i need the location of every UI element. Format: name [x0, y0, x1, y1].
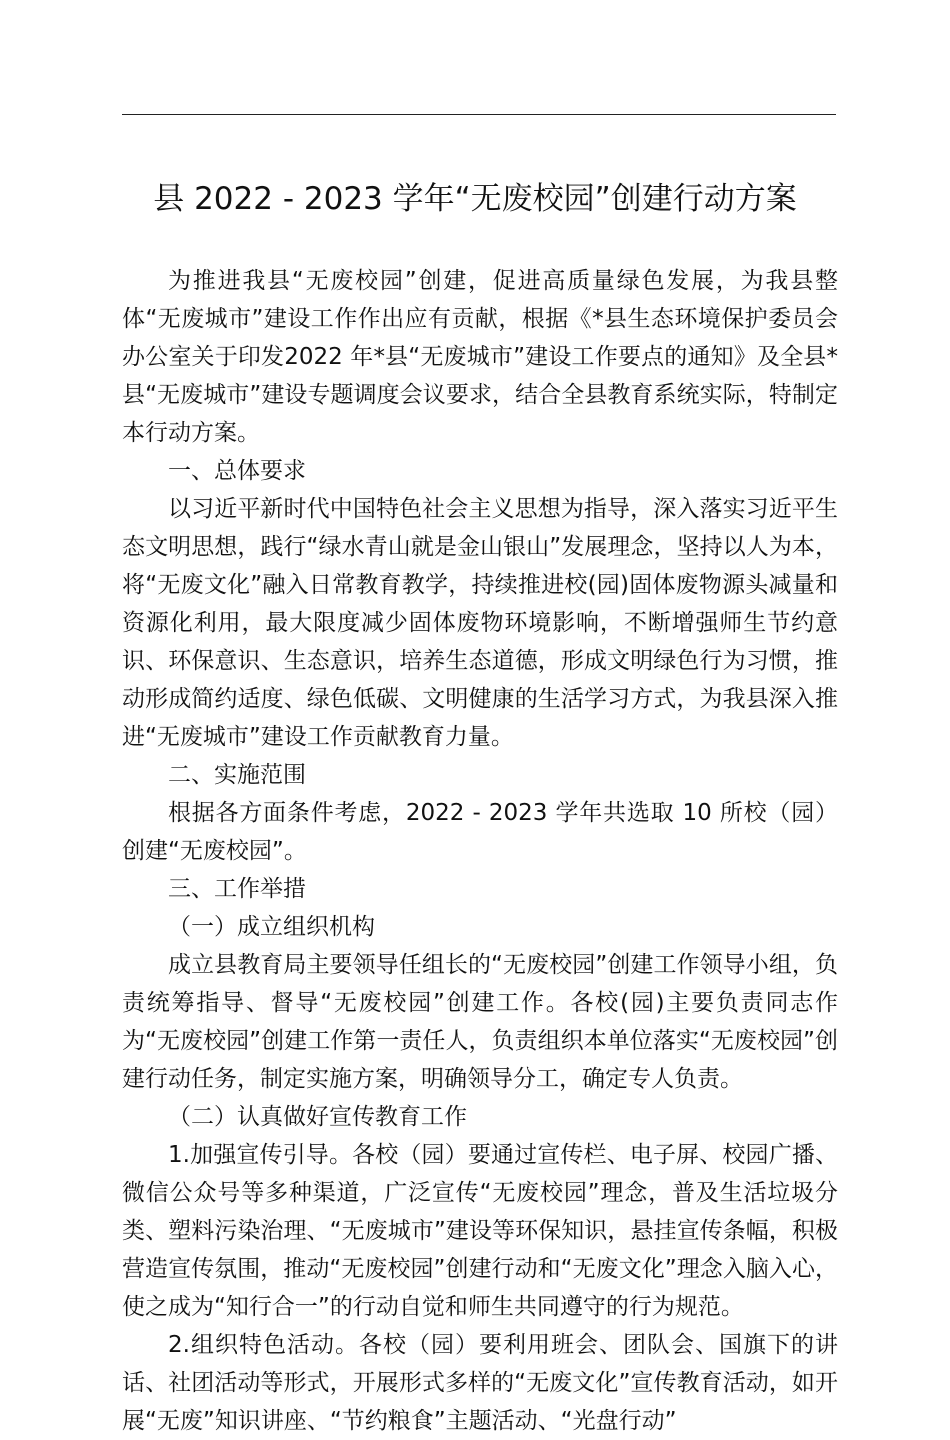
publicity-item-2: 2.组织特色活动。各校（园）要利用班会、团队会、国旗下的讲话、社团活动等形式，开展形式多样的“无废文化”宣传教育活动，如开展“无废”知识讲座、“节约粮食”主题活动、“光盘行动” [122, 1332, 838, 1434]
organization-paragraph: 成立县教育局主要领导任组长的“无废校园”创建工作领导小组，负责统筹指导、督导“无废校园”创建工作。各校(园)主要负责同志作为“无废校园”创建工作第一责任人，负责组织本单位落实“无废校园”创建行动任务，制定实施方案，明确领导分工，确定专人负责。 [122, 952, 838, 1092]
intro-paragraph: 为推进我县“无废校园”创建，促进高质量绿色发展，为我县整体“无废城市”建设工作作出应有贡献，根据《*县生态环境保护委员会办公室关于印发2022 年*县“无废城市”建设工作要点的通知》及全县*县“无废城市”建设专题调度会议要求，结合全县教育系统实际，特制定本行动方案。 [122, 268, 838, 446]
section-heading-scope: 二、实施范围 [168, 762, 306, 788]
subsection-heading-publicity: （二）认真做好宣传教育工作 [168, 1104, 467, 1130]
scope-paragraph: 根据各方面条件考虑，2022 - 2023 学年共选取 10 所校（园）创建“无废校园”。 [122, 800, 838, 864]
document-title: 县 2022 - 2023 学年“无废校园”创建行动方案 [153, 181, 797, 217]
general-requirements-paragraph: 以习近平新时代中国特色社会主义思想为指导，深入落实习近平生态文明思想，践行“绿水青山就是金山银山”发展理念，坚持以人为本，将“无废文化”融入日常教育教学，持续推进校(园)固体废物源头减量和资源化利用，最大限度减少固体废物环境影响，不断增强师生节约意识、环保意识、生态意识，培养生态道德，形成文明绿色行为习惯，推动形成简约适度、绿色低碳、文明健康的生活学习方式，为我县深入推进“无废城市”建设工作贡献教育力量。 [122, 496, 838, 750]
publicity-item-1: 1.加强宣传引导。各校（园）要通过宣传栏、电子屏、校园广播、微信公众号等多种渠道，广泛宣传“无废校园”理念，普及生活垃圾分类、塑料污染治理、“无废城市”建设等环保知识，悬挂宣传条幅，积极营造宣传氛围，推动“无废校园”创建行动和“无废文化”理念入脑入心，使之成为“知行合一”的行动自觉和师生共同遵守的行为规范。 [122, 1142, 838, 1320]
section-heading-measures: 三、工作举措 [168, 876, 306, 902]
subsection-heading-organization: （一）成立组织机构 [168, 914, 375, 940]
section-heading-general-requirements: 一、总体要求 [168, 458, 306, 484]
header-rule [122, 114, 836, 115]
document-body [122, 262, 838, 1440]
